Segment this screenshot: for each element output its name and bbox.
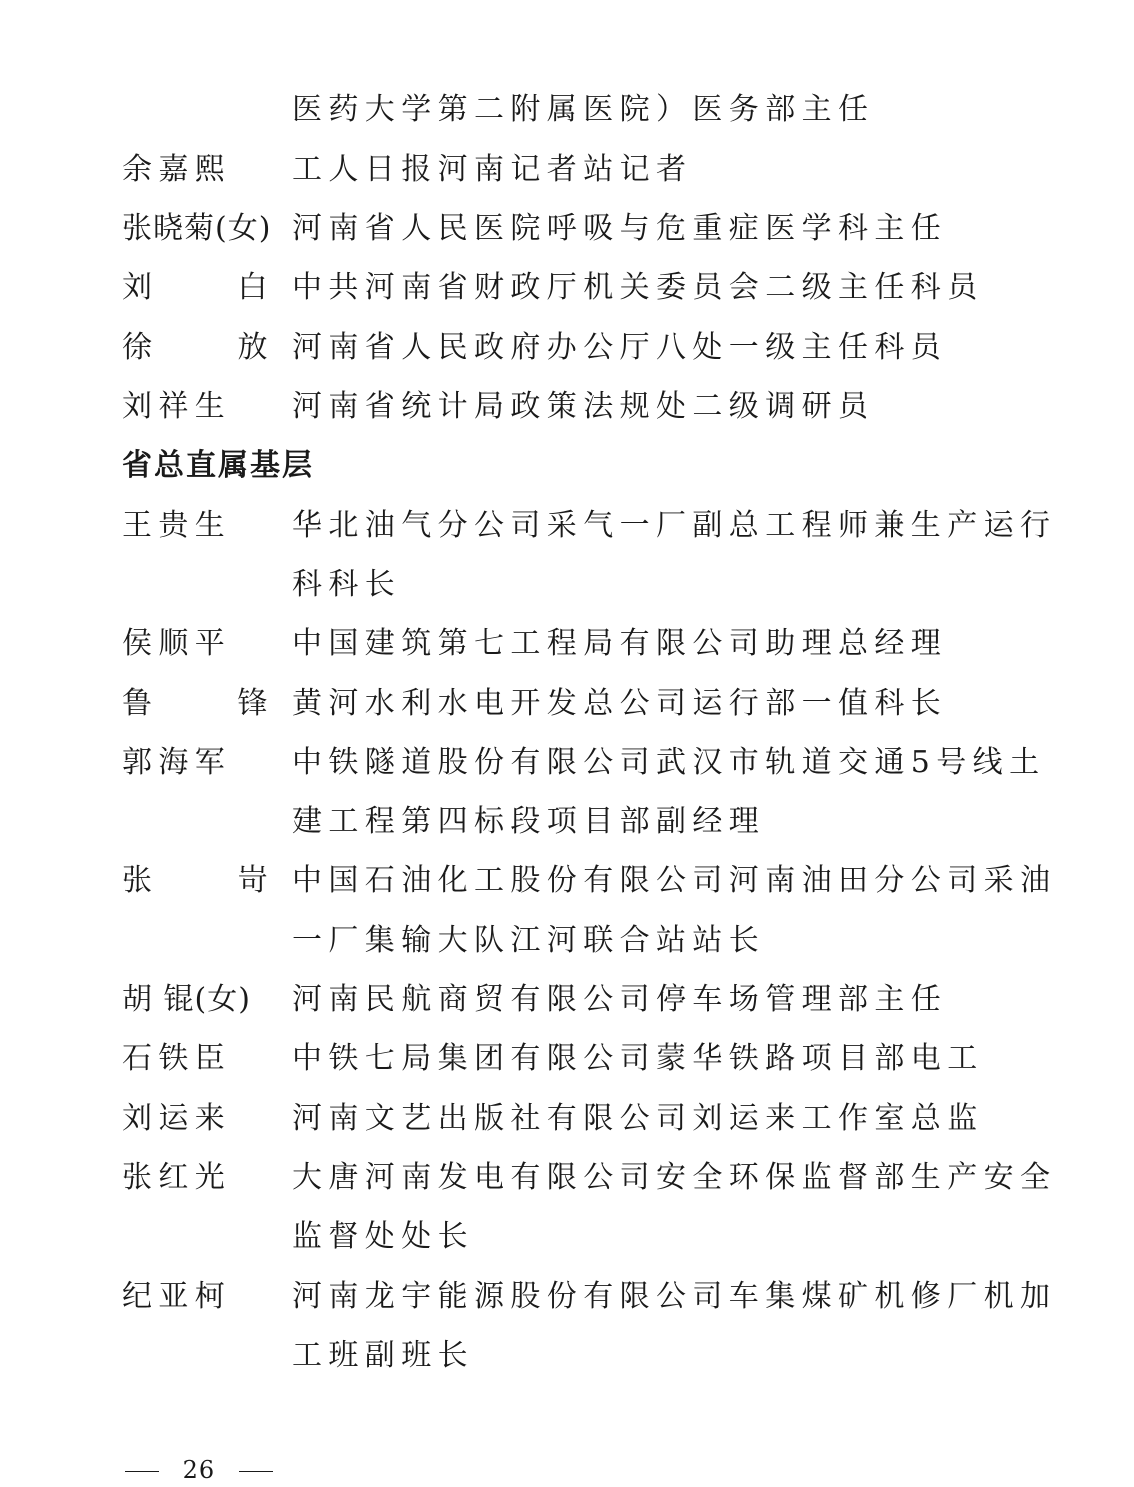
entry-b8-name: 张红光 <box>122 1160 232 1195</box>
page-number: 26 <box>182 1456 216 1484</box>
entry-b5-line-0: 河南民航商贸有限公司停车场管理部主任 <box>292 982 948 1017</box>
entry-b0-line-1: 科科长 <box>292 567 402 602</box>
entry-2-line-0: 河南省人民医院呼吸与危重症医学科主任 <box>292 211 948 246</box>
entry-b9-line-1: 工班副班长 <box>292 1338 474 1373</box>
entry-3-line-0: 中共河南省财政厅机关委员会二级主任科员 <box>292 270 984 305</box>
entry-b4-line-0: 中国石油化工股份有限公司河南油田分公司采油 <box>292 863 1057 898</box>
entry-b8-line-0: 大唐河南发电有限公司安全环保监督部生产安全 <box>292 1160 1057 1195</box>
entry-b9-line-0: 河南龙宇能源股份有限公司车集煤矿机修厂机加 <box>292 1279 1057 1314</box>
entry-5-line-0: 河南省统计局政策法规处二级调研员 <box>292 389 875 424</box>
entry-1-name: 余嘉熙 <box>122 152 232 187</box>
entry-b2-line-0: 黄河水利水电开发总公司运行部一值科长 <box>292 686 948 721</box>
entry-b0-line-0: 华北油气分公司采气一厂副总工程师兼生产运行 <box>292 508 1057 543</box>
entry-b2-name: 鲁 锋 <box>122 686 306 721</box>
entry-b7-line-0: 河南文艺出版社有限公司刘运来工作室总监 <box>292 1101 984 1136</box>
entry-0-line-0: 医药大学第二附属医院）医务部主任 <box>292 92 875 127</box>
entry-b4-line-1: 一厂集输大队江河联合站站长 <box>292 923 766 958</box>
entry-5-name: 刘祥生 <box>122 389 232 424</box>
entry-2-name: 张晓菊(女) <box>122 211 272 246</box>
entry-b0-name: 王贵生 <box>122 508 232 543</box>
entry-b3-line-0: 中铁隧道股份有限公司武汉市轨道交通5号线土 <box>292 745 1046 780</box>
entry-b7-name: 刘运来 <box>122 1101 232 1136</box>
section-heading: 省总直属基层 <box>122 448 314 483</box>
footer-dash-right <box>239 1471 273 1473</box>
entry-b1-name: 侯顺平 <box>122 626 232 661</box>
entry-3-name: 刘 白 <box>122 270 306 305</box>
entry-4-line-0: 河南省人民政府办公厅八处一级主任科员 <box>292 330 948 365</box>
entry-b3-name: 郭海军 <box>122 745 232 780</box>
entry-4-name: 徐 放 <box>122 330 306 365</box>
entry-b8-line-1: 监督处处长 <box>292 1219 474 1254</box>
page-footer <box>125 1453 273 1487</box>
entry-b6-name: 石铁臣 <box>122 1041 232 1076</box>
entry-b6-line-0: 中铁七局集团有限公司蒙华铁路项目部电工 <box>292 1041 984 1076</box>
entry-b4-name: 张 岢 <box>122 863 306 898</box>
entry-1-line-0: 工人日报河南记者站记者 <box>292 152 693 187</box>
entry-b5-name: 胡 锟(女) <box>122 982 251 1017</box>
entry-b9-name: 纪亚柯 <box>122 1279 232 1314</box>
entry-b3-line-1: 建工程第四标段项目部副经理 <box>292 804 766 839</box>
entry-b1-line-0: 中国建筑第七工程局有限公司助理总经理 <box>292 626 948 661</box>
footer-dash-left <box>125 1471 159 1473</box>
